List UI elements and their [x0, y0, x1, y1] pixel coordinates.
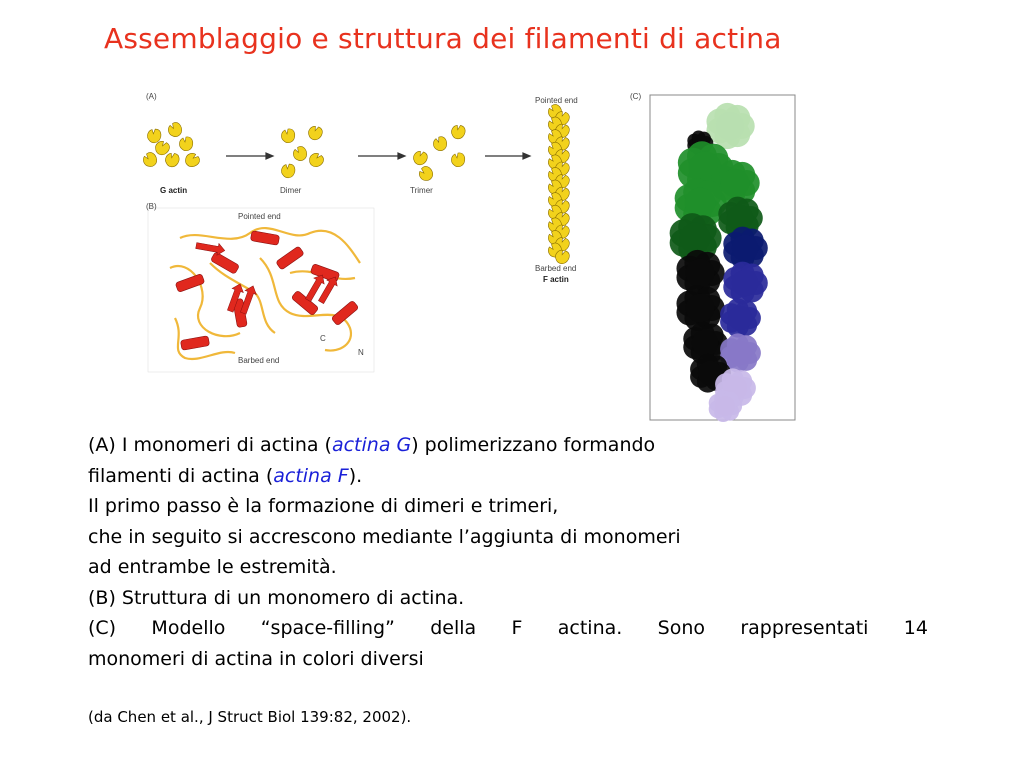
- caption-word: (C): [88, 617, 117, 639]
- actin-monomer: [307, 150, 326, 169]
- actin-monomer: [164, 151, 181, 169]
- caption-text-run: ) polimerizzano formando: [411, 434, 656, 456]
- panel-a-label: (A): [146, 92, 157, 101]
- structure-pointed-end-label: Pointed end: [238, 212, 281, 221]
- arrow-dimer-to-trimer: [358, 153, 405, 159]
- f-actin-barbed-end-label: Barbed end: [535, 264, 577, 273]
- caption-text-run: filamenti di actina (: [88, 464, 274, 487]
- actin-monomer: [166, 121, 183, 139]
- actin-monomer: [179, 137, 192, 151]
- caption-line-2: [88, 461, 928, 492]
- caption-text: [88, 430, 928, 674]
- actin-monomer: [280, 163, 296, 179]
- caption-word: rappresentati: [740, 617, 869, 639]
- caption-word: “space-filling”: [260, 617, 395, 639]
- caption-word: Modello: [151, 617, 226, 639]
- actin-monomer: [416, 164, 435, 183]
- c-terminus-label: C: [320, 334, 326, 343]
- actin-monomer: [291, 145, 308, 163]
- structure-barbed-end-label: Barbed end: [238, 356, 280, 365]
- caption-line-1: [88, 430, 928, 461]
- caption-word: F: [511, 617, 523, 639]
- caption-line-7: [88, 613, 928, 644]
- arrow-trimer-to-factin: [485, 153, 530, 159]
- caption-text-run: ).: [348, 464, 363, 487]
- actin-figure: [140, 88, 805, 428]
- g-actin-label: G actin: [160, 186, 188, 195]
- f-actin-label: F actin: [543, 275, 569, 284]
- dimer-label: Dimer: [280, 186, 302, 195]
- actin-monomer: [411, 149, 429, 168]
- caption-line-5: ad entrambe le estremità.: [88, 556, 337, 578]
- caption-line-3: Il primo passo è la formazione di dimeri e trimeri,: [88, 495, 559, 517]
- actin-monomer: [183, 151, 202, 169]
- g-actin-monomers: [141, 121, 202, 169]
- actin-monomer: [281, 129, 294, 143]
- actina-g-term: actina G: [331, 434, 412, 456]
- caption-word: della: [430, 617, 477, 639]
- actina-f-term: actina F: [273, 464, 349, 487]
- f-actin-pointed-end-label: Pointed end: [535, 96, 578, 105]
- caption-line-6: (B) Struttura di un monomero di actina.: [88, 586, 465, 609]
- caption-line-4: che in seguito si accrescono mediante l’aggiunta di monomeri: [88, 525, 681, 548]
- arrow-g-to-dimer: [226, 153, 273, 159]
- caption-word: 14: [903, 617, 928, 639]
- actin-monomer: [451, 153, 464, 167]
- caption-line-8: monomeri di actina in colori diversi: [88, 647, 424, 670]
- trimer-monomers: [411, 123, 467, 183]
- slide-title: Assemblaggio e struttura dei filamenti di actina: [104, 22, 782, 55]
- caption-text-run: (A) I monomeri di actina (: [88, 434, 332, 456]
- caption-word: actina.: [557, 617, 623, 639]
- panel-c-label: (C): [630, 92, 642, 101]
- f-actin-filament: [546, 102, 572, 266]
- actin-figure-graphic: [140, 88, 805, 428]
- trimer-label: Trimer: [410, 186, 433, 195]
- actin-monomer: [306, 124, 324, 143]
- panel-b-label: (B): [146, 202, 157, 211]
- dimer-monomers: [280, 124, 325, 179]
- actin-monomer: [141, 150, 159, 169]
- actin-monomer: [146, 128, 162, 144]
- caption-word: Sono: [657, 617, 705, 639]
- n-terminus-label: N: [358, 348, 364, 357]
- actin-monomer: [432, 136, 448, 152]
- actin-monomer: [450, 123, 467, 141]
- citation: (da Chen et al., J Struct Biol 139:82, 2002).: [88, 708, 412, 726]
